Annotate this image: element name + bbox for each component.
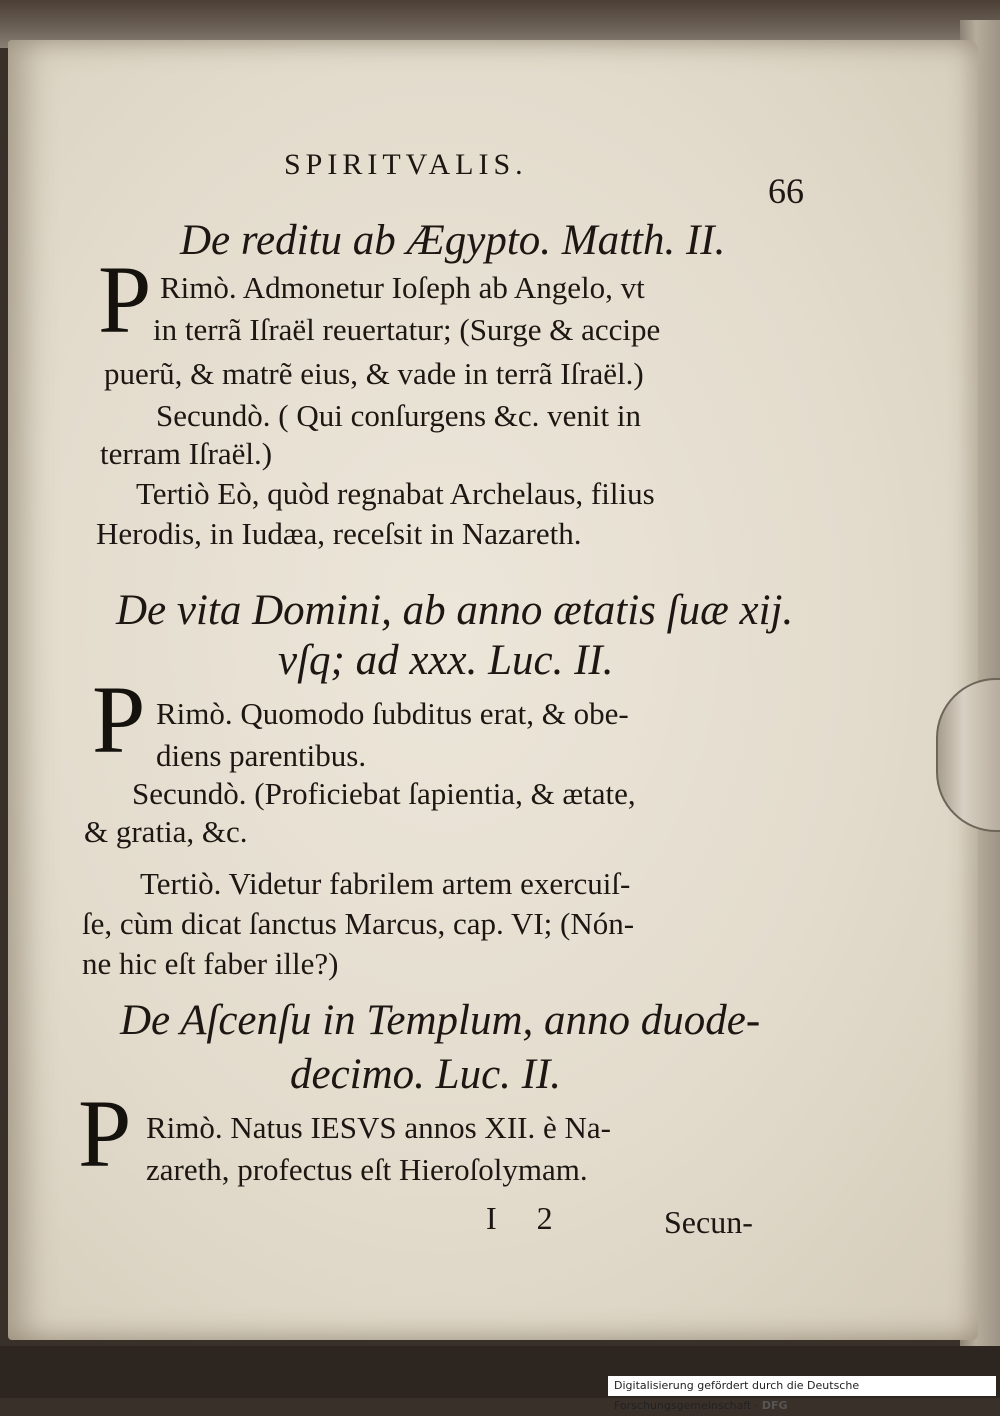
section-heading: De reditu ab Ægypto. Matth. II. [180, 217, 726, 264]
text-line: zareth, profectus eſt Hieroſolymam. [146, 1152, 588, 1187]
section-heading: vſq; ad xxx. Luc. II. [278, 637, 614, 684]
text-line: Secundò. ( Qui conſurgens &c. venit in [156, 398, 642, 433]
digitization-credit [608, 1376, 996, 1412]
text-line: Rimò. Admonetur Ioſeph ab Angelo, vt [160, 270, 645, 305]
section-heading: De Aſcenſu in Templum, anno duode- [120, 997, 761, 1044]
text-line: diens parentibus. [156, 738, 367, 773]
book-page [8, 40, 978, 1340]
section-heading: decimo. Luc. II. [290, 1051, 562, 1098]
drop-cap: P [78, 1080, 132, 1187]
text-line: & gratia, &c. [84, 814, 248, 849]
text-line: in terrã Iſraël reuertatur; (Surge & accipe [153, 312, 661, 347]
dfg-logo: DFG [761, 1399, 788, 1412]
credit-text: Digitalisierung gefördert durch die Deutsche Forschungsgemeinschaft · [614, 1379, 860, 1412]
text-line: Herodis, in Iudæa, receſsit in Nazareth. [96, 516, 582, 551]
section-heading: De vita Domini, ab anno ætatis ſuæ xij. [116, 587, 794, 634]
running-title: SPIRITVALIS. [284, 148, 528, 181]
text-line: Rimò. Quomodo ſubditus erat, & obe- [156, 696, 629, 731]
catchword: Secun- [664, 1204, 753, 1240]
page-number: 66 [768, 171, 804, 211]
drop-cap: P [92, 666, 146, 773]
text-line: Tertiò. Videtur fabrilem artem exercuiſ- [140, 866, 631, 901]
text-line: puerũ, & matrẽ eius, & vade in terrã Iſraël.) [104, 356, 644, 391]
text-line: ſe, cùm dicat ſanctus Marcus, cap. VI; (Nón- [82, 906, 635, 941]
text-line: Rimò. Natus IESVS annos XII. è Na- [146, 1110, 611, 1145]
signature-mark: I 2 [486, 1200, 569, 1236]
text-line: Tertiò Eò, quòd regnabat Archelaus, filius [136, 476, 655, 511]
text-line: ne hic eſt faber ille?) [82, 946, 339, 981]
text-line: Secundò. (Proficiebat ſapientia, & ætate, [132, 776, 636, 811]
page-content [8, 40, 978, 1340]
drop-cap: P [98, 246, 152, 353]
text-line: terram Iſraël.) [100, 436, 273, 471]
